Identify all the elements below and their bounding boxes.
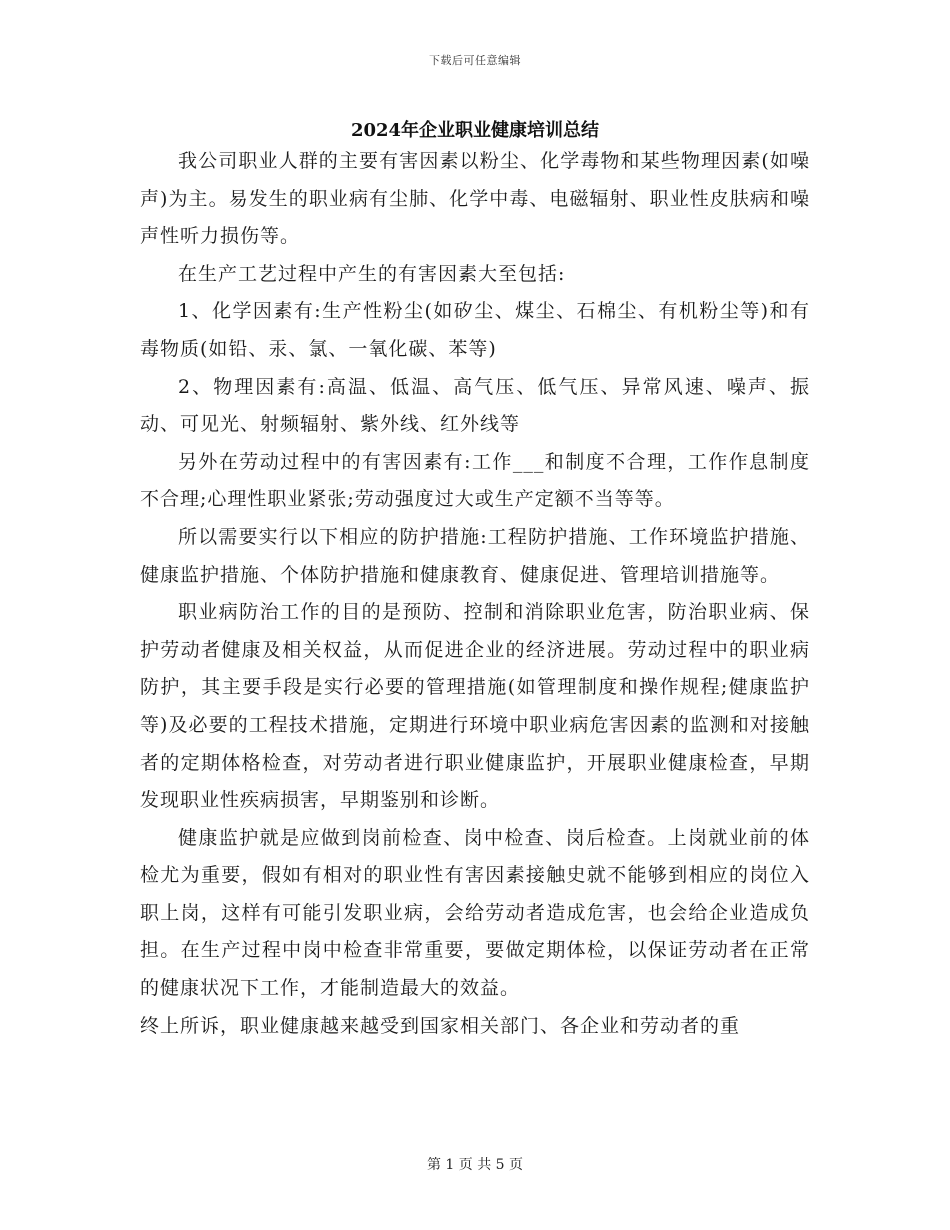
paragraph-prevention-goals: 职业病防治工作的目的是预防、控制和消除职业危害，防治职业病、保护劳动者健康及相关权益，从而促进企业的经济进展。劳动过程中的职业病防护，其主要手段是实行必要的管理措施(如管理制度和操作规程;健康监护等)及必要的工程技术措施，定期进行环境中职业病危害因素的监测和对接触者的定期体格检查，对劳动者进行职业健康监护，开展职业健康检查，早期发现职业性疾病损害，早期鉴别和诊断。 bbox=[140, 601, 810, 812]
paragraph-conclusion: 终上所诉，职业健康越来越受到国家相关部门、各企业和劳动者的重 bbox=[140, 1014, 741, 1037]
page-number: 第 1 页 共 5 页 bbox=[426, 1157, 524, 1173]
paragraph-physical-factors: 2、物理因素有:高温、低温、高气压、低气压、异常风速、噪声、振动、可见光、射频辐射、紫外线、红外线等 bbox=[140, 375, 810, 436]
paragraph-protective-measures: 所以需要实行以下相应的防护措施:工程防护措施、工作环境监护措施、健康监护措施、个体防护措施和健康教育、健康促进、管理培训措施等。 bbox=[140, 525, 810, 586]
paragraph-hazard-sources: 在生产工艺过程中产生的有害因素大至包括: bbox=[178, 262, 566, 285]
paragraph-chemical-factors: 1、化学因素有:生产性粉尘(如矽尘、煤尘、石棉尘、有机粉尘等)和有毒物质(如铅、汞、氯、一氧化碳、苯等) bbox=[140, 300, 810, 360]
paragraph-hazard-intro: 我公司职业人群的主要有害因素以粉尘、化学毒物和某些物理因素(如噪声)为主。易发生的职业病有尘肺、化学中毒、电磁辐射、职业性皮肤病和噪声性听力损伤等。 bbox=[140, 150, 810, 248]
download-note: 下载后可任意编辑 bbox=[429, 54, 521, 67]
document-body bbox=[140, 143, 810, 1045]
paragraph-labor-factors: 另外在劳动过程中的有害因素有:工作___和制度不合理，工作作息制度不合理;心理性职业紧张;劳动强度过大或生产定额不当等等。 bbox=[140, 450, 810, 511]
paragraph-health-monitoring: 健康监护就是应做到岗前检查、岗中检查、岗后检查。上岗就业前的体检尤为重要，假如有相对的职业性有害因素接触史就不能够到相应的岗位入职上岗，这样有可能引发职业病，会给劳动者造成危害，也会给企业造成负担。在生产过程中岗中检查非常重要，要做定期体检，以保证劳动者在正常的健康状况下工作，才能制造最大的效益。 bbox=[140, 826, 810, 1000]
document-title: 2024年企业职业健康培训总结 bbox=[350, 120, 600, 141]
